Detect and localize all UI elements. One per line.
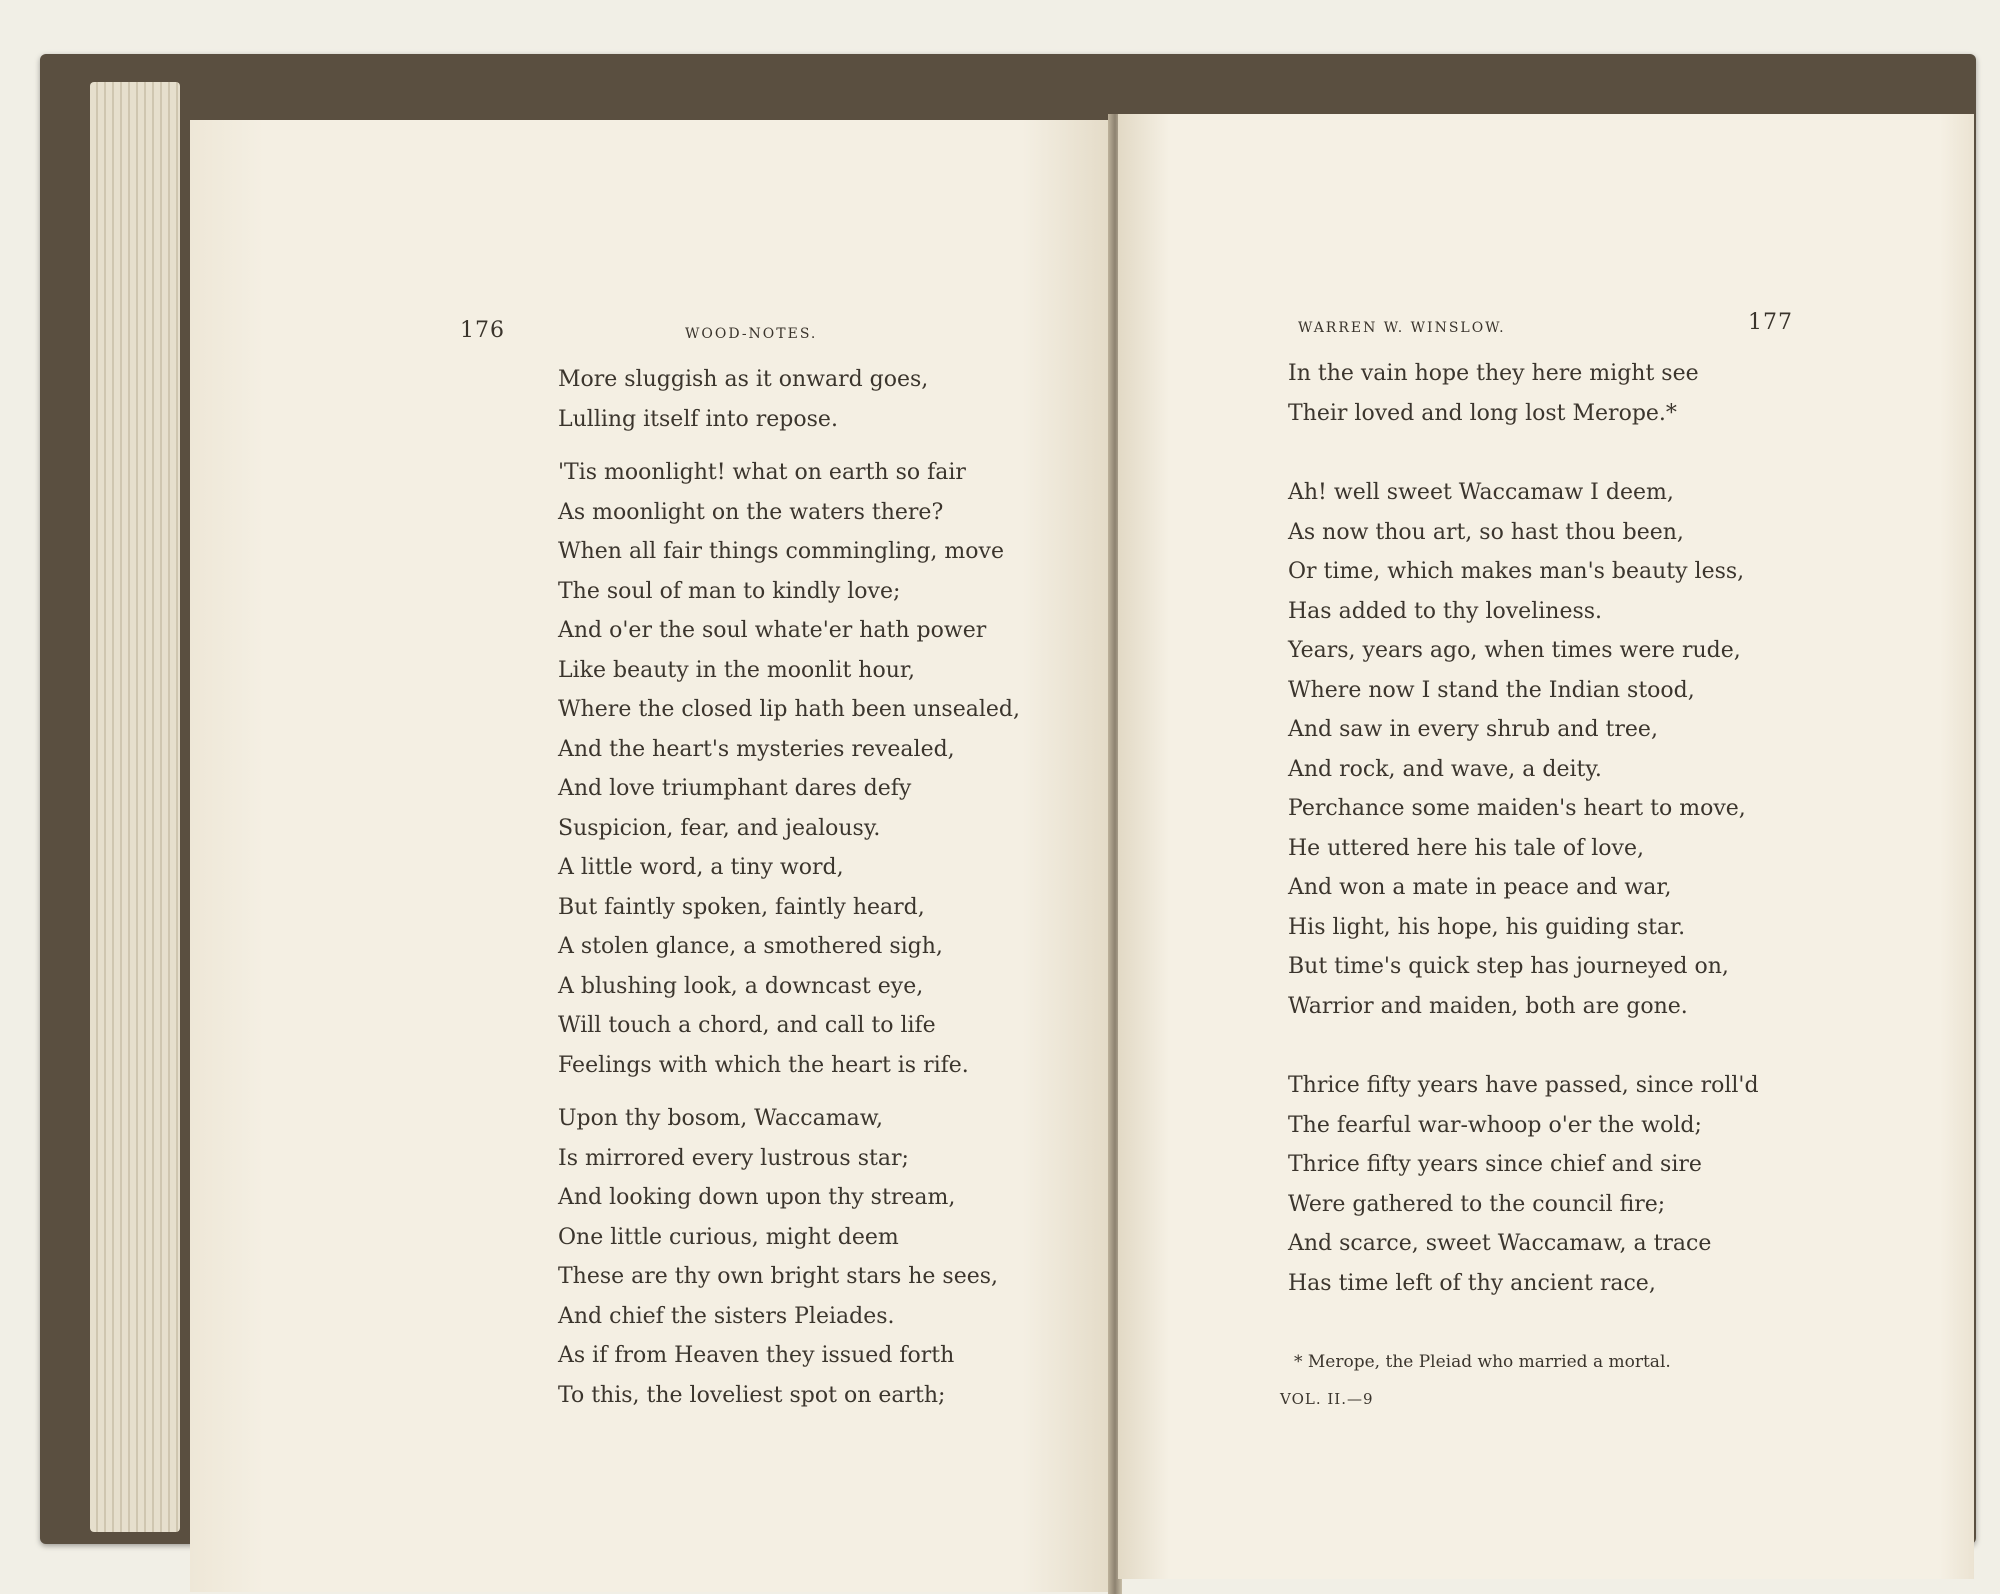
verse-line: More sluggish as it onward goes, — [558, 367, 929, 392]
verse-line: Perchance some maiden's heart to move, — [1288, 796, 1746, 821]
verse-line: And saw in every shrub and tree, — [1288, 717, 1658, 742]
verse-line: Or time, which makes man's beauty less, — [1288, 559, 1745, 584]
stanza — [1288, 473, 1759, 1026]
verse-line: 'Tis moonlight! what on earth so fair — [558, 460, 966, 485]
verse-line: As moonlight on the waters there? — [558, 499, 944, 525]
verse-line: And o'er the soul whate'er hath power — [558, 618, 987, 643]
verse-line: Ah! well sweet Waccamaw I deem, — [1288, 480, 1674, 505]
verse-line: Lulling itself into repose. — [558, 406, 838, 432]
right-page-number: 177 — [1748, 310, 1793, 335]
verse-line: But time's quick step has journeyed on, — [1288, 954, 1729, 979]
verse-line: Where now I stand the Indian stood, — [1288, 677, 1695, 703]
left-running-head: WOOD-NOTES. — [685, 326, 818, 342]
verse-line: Where the closed lip hath been unsealed, — [558, 697, 1020, 722]
stanza — [558, 1099, 1020, 1415]
book — [40, 54, 1976, 1544]
verse-line: Will touch a chord, and call to life — [558, 1013, 936, 1038]
verse-line: Years, years ago, when times were rude, — [1288, 638, 1741, 663]
footnote: * Merope, the Pleiad who married a mortal. — [1294, 1352, 1671, 1372]
verse-line: Has time left of thy ancient race, — [1288, 1270, 1656, 1296]
verse-line: The fearful war-whoop o'er the wold; — [1288, 1112, 1702, 1138]
stanza — [1288, 354, 1759, 433]
verse-line: Like beauty in the moonlit hour, — [558, 657, 915, 683]
right-verse — [1288, 354, 1759, 1303]
verse-line: And looking down upon thy stream, — [558, 1185, 956, 1210]
verse-line: As if from Heaven they issued forth — [558, 1343, 955, 1368]
verse-line: And chief the sisters Pleiades. — [558, 1303, 895, 1329]
left-verse — [558, 360, 1020, 1415]
signature-mark: VOL. II.—9 — [1280, 1390, 1374, 1408]
left-page — [190, 120, 1115, 1592]
verse-line: In the vain hope they here might see — [1288, 361, 1699, 386]
verse-line: And rock, and wave, a deity. — [1288, 756, 1602, 782]
verse-line: Were gathered to the council fire; — [1288, 1191, 1666, 1217]
verse-line: To this, the loveliest spot on earth; — [558, 1382, 946, 1408]
verse-line: Thrice fifty years have passed, since roll'd — [1288, 1073, 1759, 1098]
verse-line: The soul of man to kindly love; — [558, 578, 901, 604]
verse-line: His light, his hope, his guiding star. — [1288, 914, 1686, 940]
verse-line: Warrior and maiden, both are gone. — [1288, 993, 1688, 1019]
stanza — [558, 360, 1020, 439]
right-running-head: WARREN W. WINSLOW. — [1298, 320, 1506, 336]
verse-line: As now thou art, so hast thou been, — [1288, 519, 1684, 545]
verse-line: One little curious, might deem — [558, 1224, 899, 1250]
stanza — [558, 453, 1020, 1085]
verse-line: Has added to thy loveliness. — [1288, 598, 1603, 624]
verse-line: Upon thy bosom, Waccamaw, — [558, 1106, 883, 1131]
verse-line: A stolen glance, a smothered sigh, — [558, 934, 943, 959]
stanza — [1288, 1066, 1759, 1303]
verse-line: Is mirrored every lustrous star; — [558, 1145, 909, 1171]
verse-line: And the heart's mysteries revealed, — [558, 736, 955, 762]
verse-line: Feelings with which the heart is rife. — [558, 1052, 969, 1078]
verse-line: These are thy own bright stars he sees, — [558, 1264, 999, 1289]
left-page-number: 176 — [460, 318, 505, 343]
verse-line: A blushing look, a downcast eye, — [558, 973, 924, 999]
verse-line: And won a mate in peace and war, — [1288, 875, 1672, 900]
verse-line: Suspicion, fear, and jealousy. — [558, 815, 881, 841]
verse-line: And scarce, sweet Waccamaw, a trace — [1288, 1231, 1712, 1256]
page-edges — [90, 82, 180, 1532]
verse-line: Thrice fifty years since chief and sire — [1288, 1152, 1702, 1177]
verse-line: He uttered here his tale of love, — [1288, 835, 1644, 861]
right-page — [1118, 114, 1974, 1579]
verse-line: And love triumphant dares defy — [558, 776, 912, 801]
verse-line: When all fair things commingling, move — [558, 539, 1004, 564]
verse-line: A little word, a tiny word, — [558, 855, 844, 880]
verse-line: But faintly spoken, faintly heard, — [558, 894, 925, 920]
verse-line: Their loved and long lost Merope.* — [1288, 400, 1677, 426]
